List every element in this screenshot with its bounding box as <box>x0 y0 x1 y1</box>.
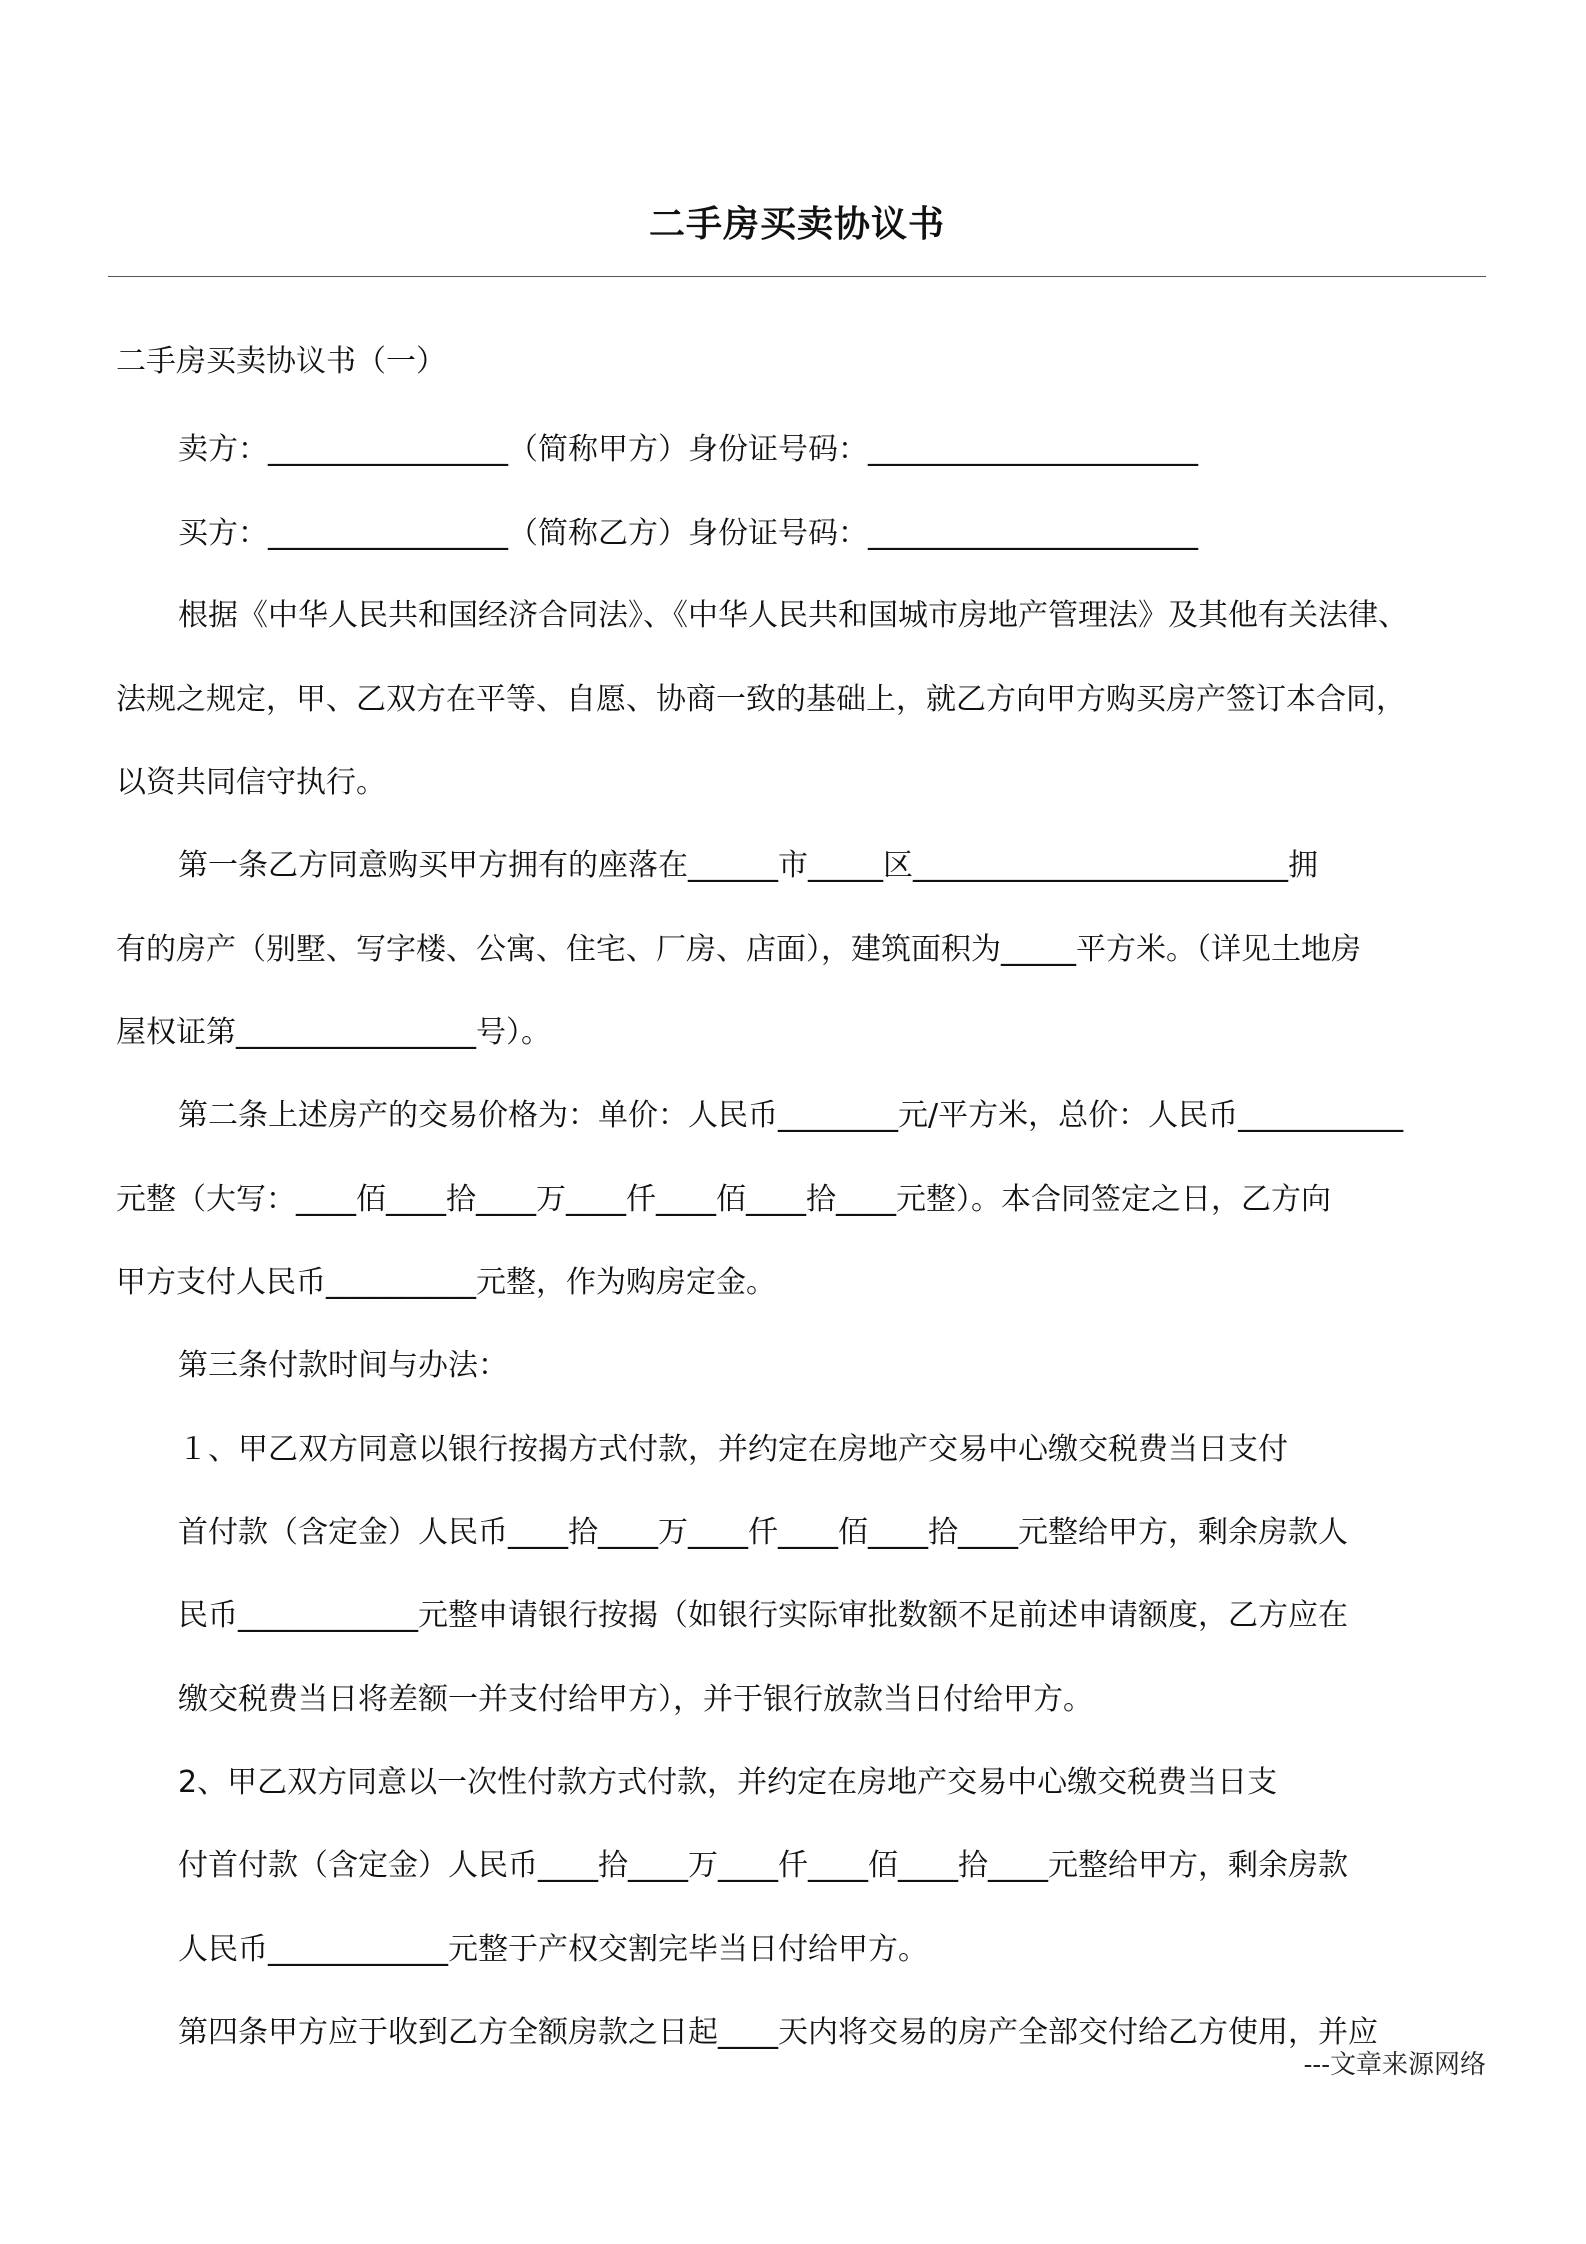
article-3-item-2-line-2: 付首付款（含定金）人民币____拾____万____仟____佰____拾____元整给甲方，剩余房款 <box>178 1848 1348 1883</box>
article-2-line-2: 元整（大写：____佰____拾____万____仟____佰____拾____元整）。本合同签定之日，乙方向 <box>116 1182 1331 1217</box>
article-1-line-2: 有的房产（别墅、写字楼、公寓、住宅、厂房、店面），建筑面积为_____平方米。（详见土地房 <box>116 932 1361 967</box>
article-3-item-2-line-3: 人民币____________元整于产权交割完毕当日付给甲方。 <box>178 1932 928 1967</box>
article-3-item-2-line-1: 2、甲乙双方同意以一次性付款方式付款，并约定在房地产交易中心缴交税费当日支 <box>178 1765 1278 1800</box>
title-divider <box>108 276 1486 277</box>
article-3-item-1-line-2: 首付款（含定金）人民币____拾____万____仟____佰____拾____元整给甲方，剩余房款人 <box>178 1515 1348 1550</box>
article-3-item-1-line-1: １、甲乙双方同意以银行按揭方式付款，并约定在房地产交易中心缴交税费当日支付 <box>178 1432 1288 1467</box>
section-heading: 二手房买卖协议书（一） <box>116 344 446 379</box>
preamble-line-2: 法规之规定，甲、乙双方在平等、自愿、协商一致的基础上，就乙方向甲方购买房产签订本合同， <box>116 682 1406 717</box>
article-2-line-1: 第二条上述房产的交易价格为：单价：人民币________元/平方米，总价：人民币___________ <box>178 1098 1404 1133</box>
buyer-line: 买方：________________（简称乙方）身份证号码：______________________ <box>178 516 1198 551</box>
seller-line: 卖方：________________（简称甲方）身份证号码：______________________ <box>178 432 1198 467</box>
article-3-heading: 第三条付款时间与办法： <box>178 1348 508 1383</box>
preamble-line-3: 以资共同信守执行。 <box>116 765 386 800</box>
preamble-line-1: 根据《中华人民共和国经济合同法》、《中华人民共和国城市房地产管理法》及其他有关法律、 <box>178 598 1408 633</box>
article-2-line-3: 甲方支付人民币__________元整，作为购房定金。 <box>116 1265 776 1300</box>
document-title: 二手房买卖协议书 <box>648 204 945 245</box>
article-1-line-1: 第一条乙方同意购买甲方拥有的座落在______市_____区_________________________拥 <box>178 848 1318 883</box>
article-4-line-1: 第四条甲方应于收到乙方全额房款之日起____天内将交易的房产全部交付给乙方使用，并应 <box>178 2015 1378 2050</box>
article-3-item-1-line-3: 民币____________元整申请银行按揭（如银行实际审批数额不足前述申请额度，乙方应在 <box>178 1598 1348 1633</box>
source-footer: ---文章来源网络 <box>1303 2050 1486 2080</box>
article-3-item-1-line-4: 缴交税费当日将差额一并支付给甲方），并于银行放款当日付给甲方。 <box>178 1682 1093 1717</box>
article-1-line-3: 屋权证第________________号）。 <box>116 1015 551 1050</box>
